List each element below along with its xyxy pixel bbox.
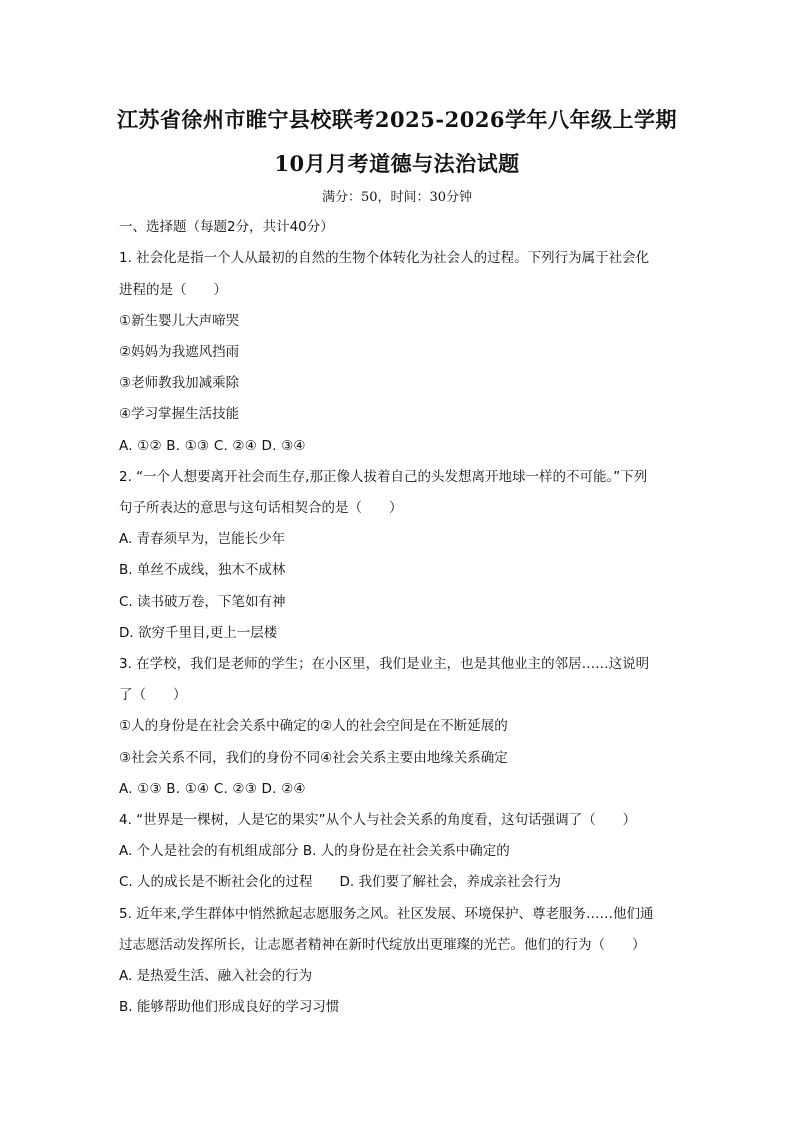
question-2-stem-line-2: 句子所表达的意思与这句话相契合的是（ ） xyxy=(119,500,403,516)
question-4-choices-line-2: C. 人的成长是不断社会化的过程 D. 我们要了解社会，养成亲社会行为 xyxy=(119,874,561,890)
question-1-item-2: ②妈妈为我遮风挡雨 xyxy=(119,344,240,360)
exam-title-line-1: 江苏省徐州市睢宁县校联考2025-2026学年八年级上学期 xyxy=(116,107,678,132)
question-1-stem-line-1: 1. 社会化是指一个人从最初的自然的生物个体转化为社会人的过程。下列行为属于社会化 xyxy=(119,250,650,266)
question-5-stem-line-1: 5. 近年来,学生群体中悄然掀起志愿服务之风。社区发展、环境保护、尊老服务……他们通 xyxy=(119,906,654,922)
question-4-stem: 4. “世界是一棵树，人是它的果实”从个人与社会关系的角度看，这句话强调了（ ） xyxy=(119,812,637,828)
question-2-choice-b: B. 单丝不成线，独木不成林 xyxy=(119,562,286,578)
question-2-choice-d: D. 欲穷千里目,更上一层楼 xyxy=(119,625,278,641)
question-3-items-line-1: ①人的身份是在社会关系中确定的②人的社会空间是在不断延展的 xyxy=(119,718,508,734)
question-3-stem-line-1: 3. 在学校，我们是老师的学生；在小区里，我们是业主，也是其他业主的邻居……这说明 xyxy=(119,656,650,672)
question-1-item-1: ①新生婴儿大声啼哭 xyxy=(119,313,240,329)
question-3-choices: A. ①③ B. ①④ C. ②③ D. ②④ xyxy=(119,781,306,797)
exam-meta: 满分：50，时间：30分钟 xyxy=(321,190,473,205)
section-heading: 一、选择题（每题2分，共计40分） xyxy=(119,219,334,235)
question-5-choice-b: B. 能够帮助他们形成良好的学习习惯 xyxy=(119,999,340,1015)
question-2-choice-a: A. 青春须早为，岂能长少年 xyxy=(119,531,286,547)
question-1-item-4: ④学习掌握生活技能 xyxy=(119,406,240,422)
question-5-choice-a: A. 是热爱生活、融入社会的行为 xyxy=(119,968,313,984)
question-2-stem-line-1: 2. “一个人想要离开社会而生存,那正像人拔着自己的头发想离开地球一样的不可能。”下列 xyxy=(119,469,648,485)
question-4-choices-line-1: A. 个人是社会的有机组成部分 B. 人的身份是在社会关系中确定的 xyxy=(119,843,510,859)
question-3-items-line-2: ③社会关系不同，我们的身份不同④社会关系主要由地缘关系确定 xyxy=(119,750,508,766)
exam-title-line-2: 10月月考道德与法治试题 xyxy=(274,151,520,176)
question-1-stem-line-2: 进程的是（ ） xyxy=(119,282,227,298)
question-1-item-3: ③老师教我加减乘除 xyxy=(119,375,240,391)
question-2-choice-c: C. 读书破万卷，下笔如有神 xyxy=(119,594,286,610)
question-5-stem-line-2: 过志愿活动发挥所长，让志愿者精神在新时代绽放出更璀璨的光芒。他们的行为（ ） xyxy=(119,937,646,953)
question-3-stem-line-2: 了（ ） xyxy=(119,687,187,703)
question-1-choices: A. ①② B. ①③ C. ②④ D. ③④ xyxy=(119,438,306,454)
